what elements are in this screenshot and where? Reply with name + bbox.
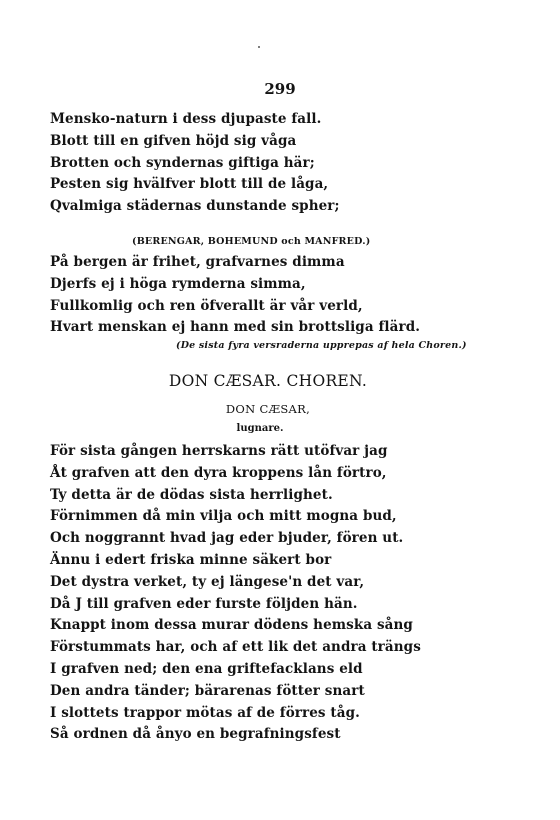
verse-line: På bergen är frihet, grafvarnes dimma [50, 254, 345, 270]
verse-line: Mensko-naturn i dess djupaste fall. [50, 111, 322, 127]
verse-line: Djerfs ej i höga rymderna simma, [50, 275, 306, 292]
speech-line: Knappt inom dessa murar dödens hemska sång [50, 617, 413, 634]
speaker-name: DON CÆSAR, [225, 402, 311, 416]
stanza-2 [50, 252, 420, 339]
speech-line: I slottets trappor mötas af de förres tåg. [50, 704, 360, 721]
stage-direction-chorus: (De sista fyra versraderna upprepas af hela Choren.) [176, 340, 467, 351]
speech-line: Förnimmen då min vilja och mitt mogna bud, [50, 508, 397, 525]
print-speck [258, 46, 260, 48]
verse-line: Pesten sig hvälfver blott till de låga, [50, 176, 329, 193]
verse-line: Qvalmiga städernas dunstande spher; [50, 198, 340, 215]
speech-line: Det dystra verket, ty ej längese'n det var, [50, 573, 365, 590]
speech-line: Den andra tänder; bärarenas fötter snart [50, 682, 365, 699]
speech-line: Ty detta är de dödas sista herrlighet. [50, 486, 333, 503]
verse-line: Brotten och syndernas giftiga här; [50, 154, 315, 171]
verse-line: Fullkomlig och ren öfverallt är vår verld, [50, 297, 363, 314]
speech-block [50, 441, 421, 746]
speech-line: Och noggrannt hvad jag eder bjuder, fören ut. [50, 530, 404, 547]
speech-line: I grafven ned; den ena griftefacklans eld [50, 660, 363, 677]
speech-line: Förstummats har, och af ett lik det andra trängs [50, 639, 421, 656]
speech-line: Då J till grafven eder furste följden hän. [50, 595, 358, 612]
verse-line: Blott till en gifven höjd sig våga [50, 132, 297, 149]
speech-line: För sista gången herrskarns rätt utöfvar jag [50, 443, 388, 459]
acting-direction: lugnare. [236, 423, 284, 434]
speech-line: Så ordnen då ånyo en begrafningsfest [50, 726, 341, 743]
page-number: 299 [264, 80, 296, 98]
scene-heading: DON CÆSAR. CHOREN. [168, 372, 368, 390]
stage-direction: (BERENGAR, BOHEMUND och MANFRED.) [132, 236, 371, 247]
verse-line: Hvart menskan ej hann med sin brottsliga flärd. [50, 319, 421, 336]
speech-line: Ännu i edert friska minne säkert bor [50, 551, 332, 568]
stanza-1 [50, 109, 340, 218]
speech-line: Åt grafven att den dyra kroppens lån förtro, [50, 464, 387, 481]
